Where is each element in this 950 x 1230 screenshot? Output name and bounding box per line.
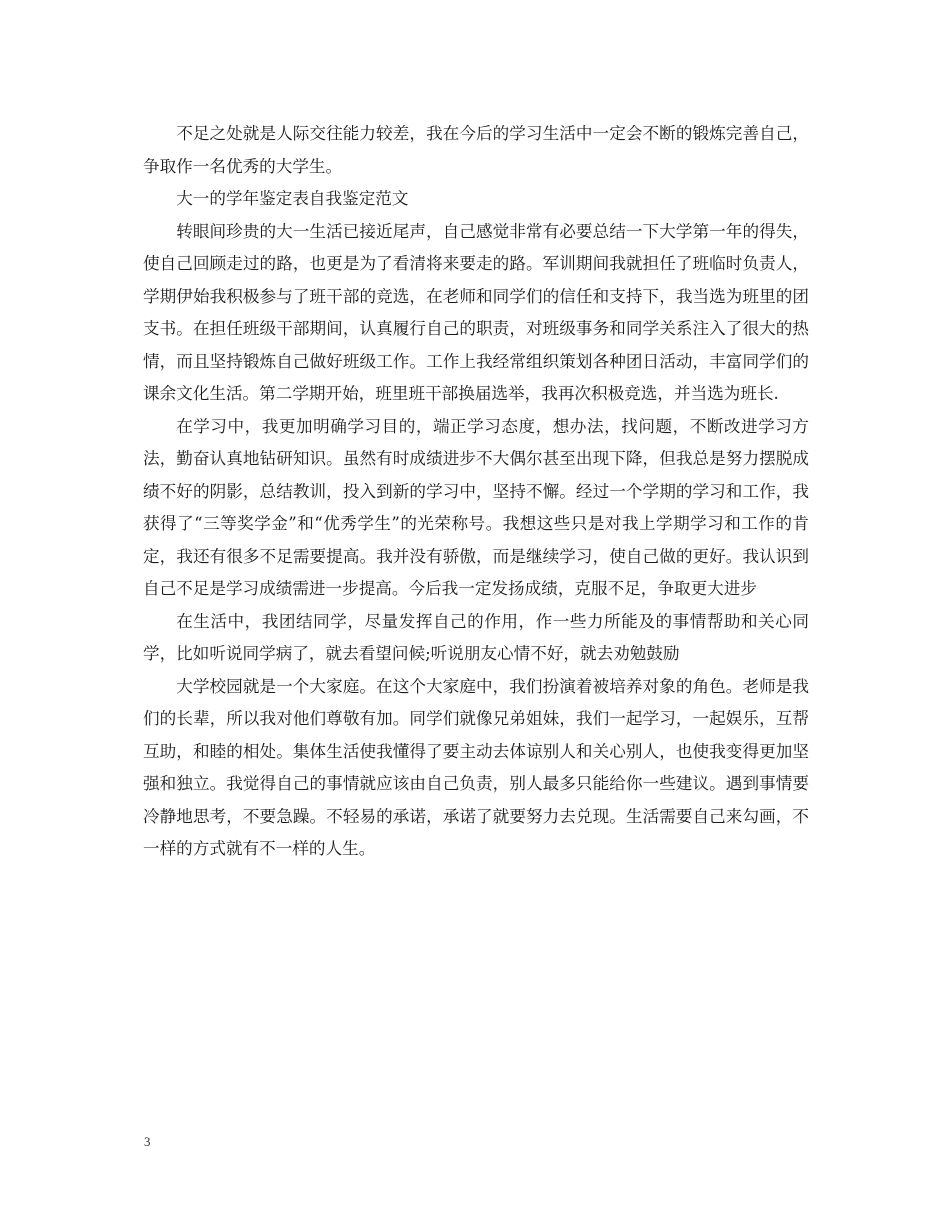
- section-heading: 大一的学年鉴定表自我鉴定范文: [176, 189, 409, 208]
- paragraph-class-leader: 转眼间珍贵的大一生活已接近尾声，自己感觉非常有必要总结一下大学第一年的得失，使自己回顾走过的路，也更是为了看清将来要走的路。军训期间我就担任了班临时负责人，学期伊始我积极参与了班干部的竞选，在老师和同学们的信任和支持下，我当选为班里的团支书。在担任班级干部期间，认真履行自己的职责，对班级事务和同学关系注入了很大的热情，而且坚持锻炼自己做好班级工作。工作上我经常组织策划各种团日活动，丰富同学们的课余文化生活。第二学期开始，班里班干部换届选举，我再次积极竞选，并当选为班长.: [143, 221, 809, 403]
- paragraph-weakness: 不足之处就是人际交往能力较差，我在今后的学习生活中一定会不断的锻炼完善自己，争取作一名优秀的大学生。: [143, 124, 809, 176]
- paragraph-campus: 大学校园就是一个大家庭。在这个大家庭中，我们扮演着被培养对象的角色。老师是我们的长辈，所以我对他们尊敬有加。同学们就像兄弟姐妹，我们一起学习，一起娱乐，互帮互助，和睦的相处。集体生活使我懂得了要主动去体谅别人和关心别人，也使我变得更加坚强和独立。我觉得自己的事情就应该由自己负责，别人最多只能给你一些建议。遇到事情要冷静地思考，不要急躁。不轻易的承诺，承诺了就要努力去兑现。生活需要自己来勾画，不一样的方式就有不一样的人生。: [143, 676, 809, 858]
- document-body: [143, 118, 809, 866]
- page-number: 3: [144, 1134, 151, 1149]
- paragraph-life: 在生活中，我团结同学，尽量发挥自己的作用，作一些力所能及的事情帮助和关心同学，比如听说同学病了，就去看望问候;听说朋友心情不好，就去劝勉鼓励: [143, 611, 809, 663]
- paragraph-study: 在学习中，我更加明确学习目的，端正学习态度，想办法，找问题，不断改进学习方法，勤奋认真地钻研知识。虽然有时成绩进步不大偶尔甚至出现下降，但我总是努力摆脱成绩不好的阴影，总结教训，投入到新的学习中，坚持不懈。经过一个学期的学习和工作，我获得了“三等奖学金”和“优秀学生”的光荣称号。我想这些只是对我上学期学习和工作的肯定，我还有很多不足需要提高。我并没有骄傲，而是继续学习，使自己做的更好。我认识到自己不足是学习成绩需进一步提高。今后我一定发扬成绩，克服不足，争取更大进步: [143, 416, 809, 598]
